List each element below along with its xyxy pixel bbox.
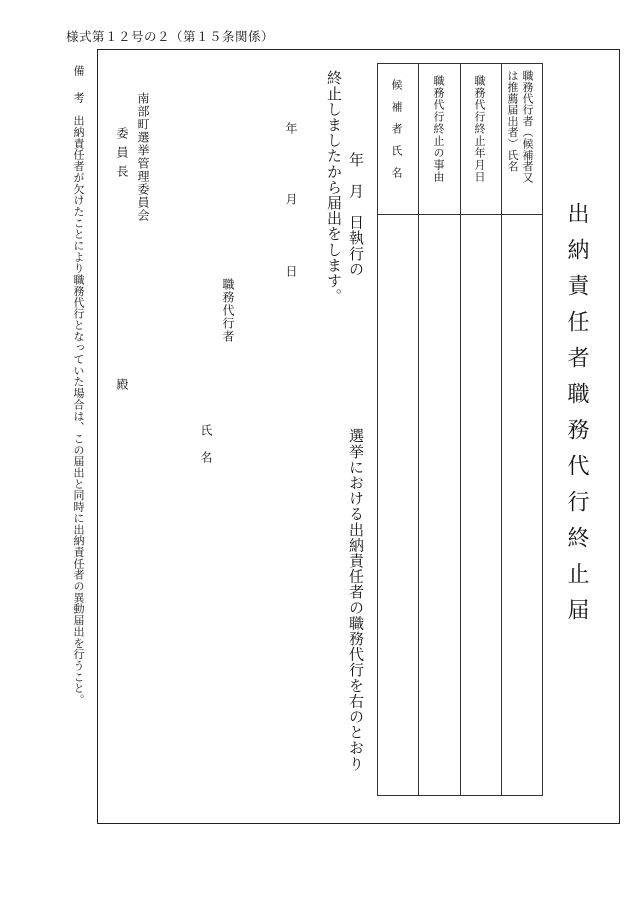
table-header-end-reason: 職務代行終止の事由 [432, 75, 445, 183]
date-day: 日 [284, 265, 298, 277]
addressee-organization: 南部町選挙管理委員会 [136, 92, 150, 222]
table-header-candidate-name: 候補者氏名 [390, 79, 403, 189]
note-label: 考 [72, 92, 85, 103]
form-number: 様式第１２号の２（第１５条関係） [66, 29, 275, 44]
document-title: 出納責任者職務代行終止届 [564, 202, 589, 634]
note-text: 出納責任者が欠けたことにより職務代行となっていた場合は、この届出と同時に出納責任者の異動届出を行うこと。 [72, 115, 85, 706]
addressee-role: 委員長 [115, 127, 129, 184]
submitter-label: 職務代行者 [221, 278, 235, 343]
table-header-end-date: 職務代行終止年月日 [473, 75, 486, 183]
note-label: 備 [72, 65, 85, 76]
submitter-name-label: 名 [199, 451, 213, 463]
table-column-divider [501, 64, 502, 795]
statement-line-2: 終止しましたから届出をします。 [325, 70, 343, 304]
date-month: 月 [284, 193, 298, 205]
addressee-honorific: 殿 [115, 378, 129, 390]
table-column-divider [418, 64, 419, 795]
table-column-divider [460, 64, 461, 795]
submitter-name-label: 氏 [199, 424, 213, 436]
date-year: 年 [284, 122, 298, 134]
table-header-divider [378, 214, 542, 215]
table-header-proxy-name-cont: は推薦届出者）氏名 [506, 70, 519, 172]
statement-line-1: 選挙における出納責任者の職務代行を右のとおり [347, 428, 365, 772]
table-header-proxy-name: 職務代行者（候補者又 [521, 70, 534, 183]
election-date-line: 年 月 日執行の [347, 152, 365, 277]
